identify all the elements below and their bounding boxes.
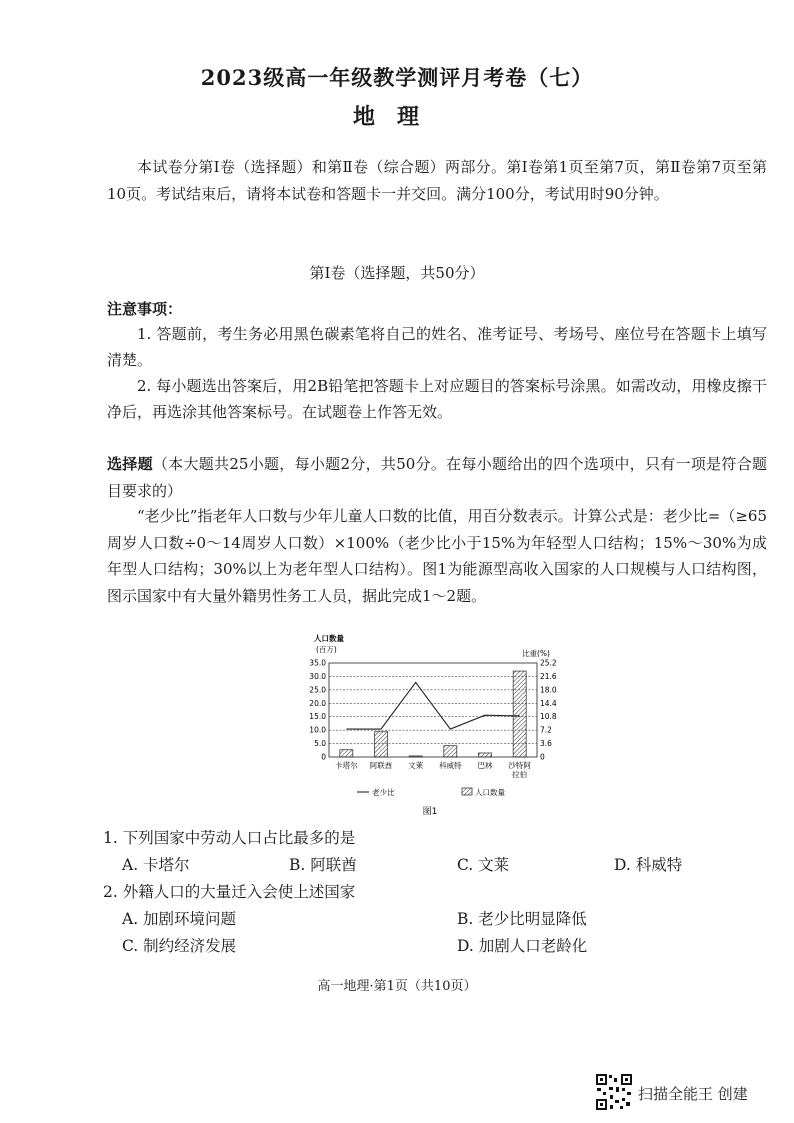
left-tick-label: 0 bbox=[321, 752, 326, 762]
population-bar bbox=[340, 750, 353, 757]
option-b: B. 阿联酋 bbox=[289, 856, 357, 874]
left-axis-unit: (百万) bbox=[316, 645, 337, 654]
plot-frame bbox=[329, 663, 537, 757]
right-tick-label: 25.2 bbox=[540, 658, 557, 668]
population-bar bbox=[513, 671, 526, 757]
question-stem: 1. 下列国家中劳动人口占比最多的是 bbox=[103, 829, 356, 847]
chart-caption: 图1 bbox=[422, 807, 438, 817]
legend-bar-swatch bbox=[462, 788, 472, 795]
option-b: B. 老少比明显降低 bbox=[457, 910, 587, 928]
exam-title: 2023级高一年级教学测评月考卷（七） bbox=[200, 65, 594, 90]
left-tick-label: 10.0 bbox=[309, 725, 326, 735]
left-tick-label: 25.0 bbox=[309, 685, 326, 695]
population-bar bbox=[479, 753, 492, 757]
option-d: D. 加剧人口老龄化 bbox=[457, 937, 588, 955]
ratio-line bbox=[346, 682, 519, 729]
right-tick-label: 0 bbox=[540, 752, 545, 762]
option-c: C. 文莱 bbox=[457, 856, 510, 874]
category-label: 科威特 bbox=[439, 761, 462, 770]
chart-gridlines bbox=[329, 663, 537, 757]
legend-bar-label: 人口数量 bbox=[475, 788, 505, 797]
notes-heading: 注意事项： bbox=[107, 300, 183, 318]
right-tick-label: 18.0 bbox=[540, 685, 557, 695]
choice-label: 选择题 bbox=[107, 455, 153, 473]
subject-title: 地理 bbox=[352, 104, 441, 130]
population-chart bbox=[300, 632, 568, 818]
question-material: “老少比”指老年人口数与少年儿童人口数的比值，用百分数表示。计算公式是：老少比=（≥65周岁人口数÷0～14周岁人口数）×100%（老少比小于15%为年轻型人口结构；15%～30%为成年型人口结构；30%以上为老年型人口结构）。图1为能源型高收入国家的人口规模与人口结构图，图示国家中有大量外籍男性务工人员，据此完成1～2题。 bbox=[107, 507, 767, 605]
category-label: 卡塔尔 bbox=[335, 761, 358, 770]
scanner-watermark: 扫描全能王 创建 bbox=[638, 1085, 748, 1103]
category-label: 文莱 bbox=[408, 761, 424, 770]
page-footer: 高一地理·第1页（共10页） bbox=[317, 979, 477, 994]
left-axis-label: 人口数量 bbox=[314, 634, 344, 643]
category-label: 拉伯 bbox=[512, 770, 528, 779]
population-bar bbox=[375, 732, 388, 757]
left-tick-label: 35.0 bbox=[309, 658, 326, 668]
option-a: A. 卡塔尔 bbox=[122, 856, 190, 874]
left-tick-label: 15.0 bbox=[309, 712, 326, 722]
option-c: C. 制约经济发展 bbox=[122, 937, 237, 955]
left-tick-label: 30.0 bbox=[309, 671, 326, 681]
qr-code-icon bbox=[595, 1073, 633, 1111]
left-tick-label: 20.0 bbox=[309, 698, 326, 708]
question-stem: 2. 外籍人口的大量迁入会使上述国家 bbox=[103, 883, 356, 901]
category-label: 巴林 bbox=[477, 761, 493, 770]
chart-categories bbox=[335, 760, 531, 779]
right-tick-label: 10.8 bbox=[540, 712, 557, 722]
option-d: D. 科威特 bbox=[614, 856, 683, 874]
choice-description: （本大题共25小题，每小题2分，共50分。在每小题给出的四个选项中，只有一项是符合题目要求的） bbox=[107, 455, 767, 500]
option-a: A. 加剧环境问题 bbox=[122, 910, 237, 928]
population-bar bbox=[444, 746, 457, 757]
category-label: 阿联酋 bbox=[369, 761, 393, 770]
right-tick-label: 21.6 bbox=[540, 671, 557, 681]
category-label: 沙特阿 bbox=[508, 761, 531, 770]
note-item: 1. 答题前，考生务必用黑色碳素笔将自己的姓名、准考证号、考场号、座位号在答题卡上填写清楚。 bbox=[107, 325, 767, 369]
population-bar bbox=[409, 756, 422, 757]
left-tick-label: 5.0 bbox=[314, 739, 326, 749]
legend-line-label: 老少比 bbox=[372, 788, 395, 797]
right-axis-label: 比重(%) bbox=[522, 649, 550, 658]
right-tick-label: 14.4 bbox=[540, 698, 557, 708]
exam-instructions: 本试卷分第Ⅰ卷（选择题）和第Ⅱ卷（综合题）两部分。第Ⅰ卷第1页至第7页，第Ⅱ卷第7页至第10页。考试结束后，请将本试卷和答题卡一并交回。满分100分，考试用时90分钟。 bbox=[107, 158, 767, 203]
note-item: 2. 每小题选出答案后，用2B铅笔把答题卡上对应题目的答案标号涂黑。如需改动，用橡皮擦干净后，再选涂其他答案标号。在试题卷上作答无效。 bbox=[107, 377, 767, 421]
right-tick-label: 3.6 bbox=[540, 739, 552, 749]
choice-instructions bbox=[107, 451, 767, 505]
right-tick-label: 7.2 bbox=[540, 725, 552, 735]
chart-bars bbox=[340, 671, 526, 757]
section-title: 第Ⅰ卷（选择题，共50分） bbox=[309, 264, 485, 282]
